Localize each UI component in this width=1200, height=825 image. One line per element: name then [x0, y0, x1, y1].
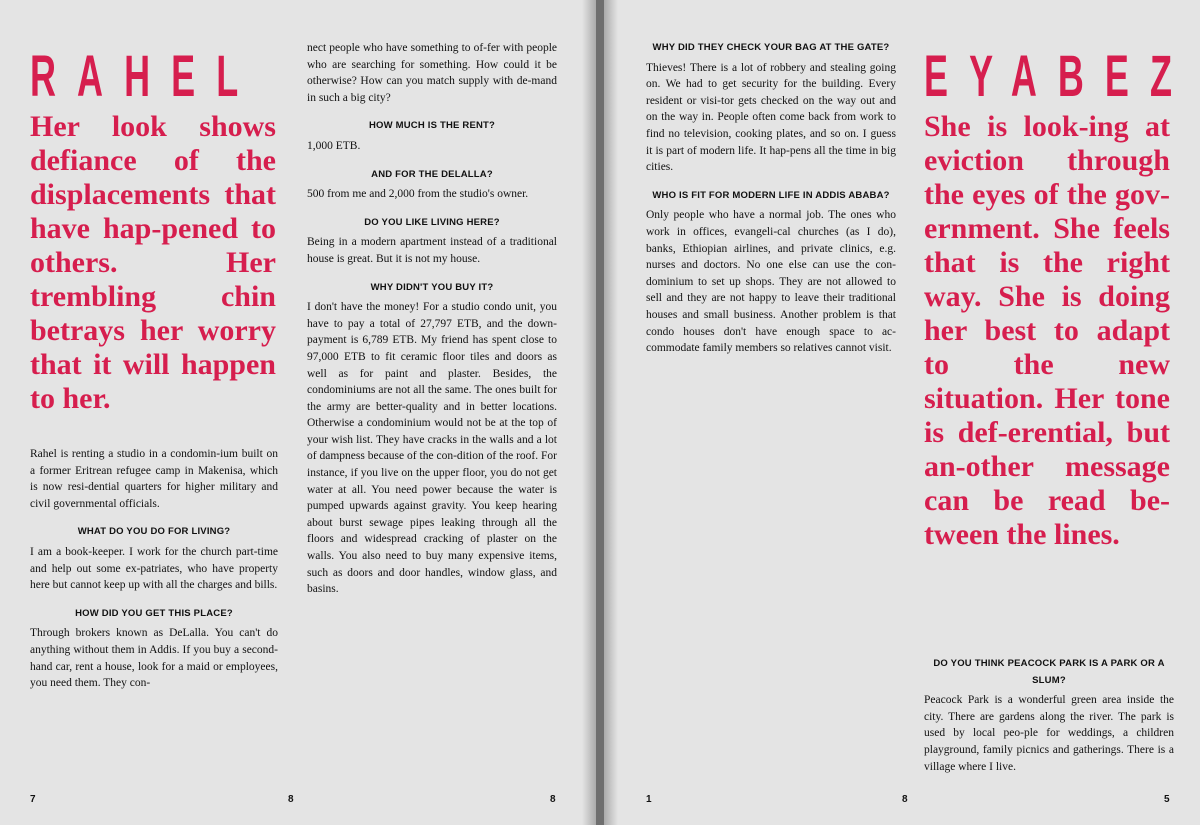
- question-heading: WHAT DO YOU DO FOR LIVING?: [77, 526, 231, 538]
- answer-paragraph: Through brokers known as DeLalla. You can't do anything without them in Addis. If you buy a second-hand car, rent a house, look for a maid or employees, you need them. They con-: [30, 627, 278, 690]
- gutter-shadow: [582, 0, 596, 825]
- page-number: 1: [646, 794, 652, 805]
- answer-paragraph: Peacock Park is a wonderful green area inside the city. There are gardens along the river. The park is used by local peo-ple for weddings, a children playground, family picnics and gatherings. There is a village where I live.: [924, 694, 1174, 773]
- intro-paragraph: Rahel is renting a studio in a condomin-ium built on a former Eritrean refugee camp in Makenisa, which is now resi-dential quarters for higher military and civil governmental officials.: [30, 448, 278, 510]
- question-heading: AND FOR THE DELALLA?: [371, 168, 493, 180]
- answer-paragraph: Being in a modern apartment instead of a traditional house is great. But it is not my house.: [307, 236, 557, 265]
- answer-paragraph: 500 from me and 2,000 from the studio's owner.: [307, 188, 529, 201]
- page-number: 8: [902, 794, 908, 805]
- left-column-1: [30, 446, 278, 692]
- answer-paragraph: Thieves! There is a lot of robbery and stealing going on. We had to get security for the building. Every resident or visi-tor gets checked on the way out and on the way in. People often come back from work to find no television, cooking plates, and so on. I guess it is part of modern life. It hap-pens all the time in big cities.: [646, 61, 896, 174]
- page-number: 5: [1164, 794, 1170, 805]
- page-number: 8: [288, 794, 294, 805]
- pull-quote-rahel: Her look shows defiance of the displacements that have hap-pened to others. Her trembling chin betrays her worry that it will happen to her.: [30, 110, 276, 415]
- left-column-2: [307, 40, 557, 598]
- left-page: [0, 0, 596, 825]
- right-page: [604, 0, 1200, 825]
- pull-quote-eyabez: She is look-ing at eviction through the eyes of the gov-ernment. She feels that is the right way. She is doing her best to adapt to the new situation. Her tone is def-erential, but an-other message can be read be-tween the lines.: [924, 110, 1170, 551]
- continued-paragraph: nect people who have something to of-fer with people who are searching for something. How could it be otherwise? How can you match supply with de-mand in such a big city?: [307, 42, 557, 104]
- page-number: 7: [30, 794, 36, 805]
- question-heading: WHY DID THEY CHECK YOUR BAG AT THE GATE?: [652, 42, 890, 53]
- answer-paragraph: 1,000 ETB.: [307, 139, 361, 152]
- page-number: 8: [550, 794, 556, 805]
- answer-paragraph: I am a book-keeper. I work for the church part-time and help out some ex-patriates, who have property here but cannot keep up with all the charges and bills.: [30, 545, 278, 592]
- question-heading: DO YOU LIKE LIVING HERE?: [364, 216, 500, 228]
- question-heading: WHY DIDN'T YOU BUY IT?: [370, 281, 494, 293]
- question-heading: HOW MUCH IS THE RENT?: [368, 120, 496, 132]
- right-column-1: [646, 40, 896, 357]
- answer-paragraph: Only people who have a normal job. The ones who work in offices, evangeli-cal churches (as I do), banks, Ethiopian airlines, and private clinics, e.g. nurses and doctors. No one else can use the con-dominium to set up shops. They are not allowed to sell and they are not happy to leave their traditional houses and small business. Another problem is that condo houses don't have enough space to ac-commodate family members so relatives cannot visit.: [646, 209, 896, 355]
- person-name-eyabez: EYABEZ: [924, 44, 1194, 109]
- gutter-shadow: [604, 0, 618, 825]
- answer-paragraph: I don't have the money! For a studio condo unit, you have to pay a total of 27,797 ETB, and the down-payment is 6,789 ETB. My friend has spent close to 97,000 ETB to fit ceramic floor tiles and doors as well as for paint and plaster. Besides, the condominiums are not all the same. The ones built for the army are better-quality and in better locations. Otherwise a condominium would not be at the top of your wish list. They have cracks in the walls and a lot of dampness because of the con-dition of the roof. For instance, if you live on the upper floor, you do not get water at all. You need power because the water is pumped upwards against gravity. You keep hearing about burst sewage pipes leaking through all the floors and widespread cracking of plaster on the walls. You also need to buy many expensive items, such as doors and door handles, window glass, and basins.: [307, 301, 557, 596]
- question-heading: HOW DID YOU GET THIS PLACE?: [75, 607, 233, 619]
- question-heading: DO YOU THINK PEACOCK PARK IS A PARK OR A SLUM?: [933, 658, 1165, 686]
- person-name-rahel: RAHEL: [30, 44, 260, 109]
- right-column-2: [924, 656, 1174, 775]
- question-heading: WHO IS FIT FOR MODERN LIFE IN ADDIS ABABA?: [652, 189, 890, 201]
